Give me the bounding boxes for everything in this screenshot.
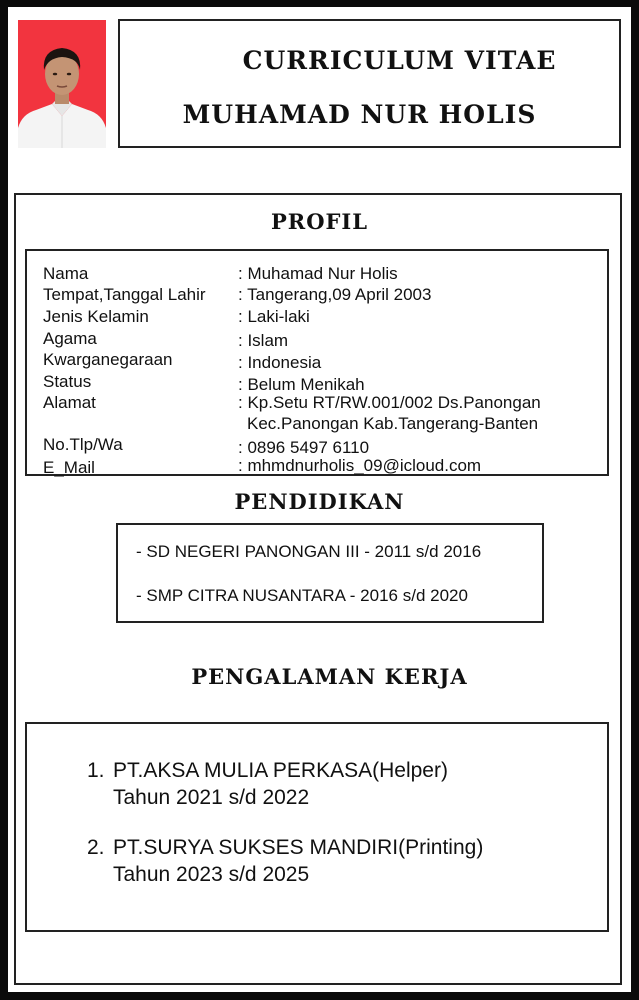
profile-label: E_Mail [43,458,95,477]
profile-heading: PROFIL [270,209,369,234]
profile-label: No.Tlp/Wa [43,435,123,454]
education-heading: PENDIDIKAN [234,489,405,514]
profile-value: : 0896 5497 6110 [238,438,370,457]
profile-photo [18,20,106,148]
experience-box [25,722,609,932]
profile-box [25,249,609,476]
experience-company: PT.AKSA MULIA PERKASA(Helper) [113,759,448,782]
profile-value-line2: Kec.Panongan Kab.Tangerang-Banten [247,414,539,433]
profile-value: : Kp.Setu RT/RW.001/002 Ds.Panongan [238,393,541,412]
person-photo-icon [18,20,106,148]
profile-value: : Laki-laki [238,307,310,326]
education-item: - SD NEGERI PANONGAN III - 2011 s/d 2016 [136,542,482,561]
education-item: - SMP CITRA NUSANTARA - 2016 s/d 2020 [136,586,468,605]
experience-number: 2. [87,836,105,859]
profile-label: Jenis Kelamin [43,307,149,326]
profile-value: : Muhamad Nur Holis [238,264,398,283]
experience-number: 1. [87,759,105,782]
experience-period: Tahun 2021 s/d 2022 [113,786,310,809]
experience-company: PT.SURYA SUKSES MANDIRI(Printing) [113,836,484,859]
profile-label: Tempat,Tanggal Lahir [43,285,206,304]
profile-label: Status [43,372,92,391]
title-box [118,19,621,148]
profile-value: : Islam [238,331,289,350]
profile-label: Agama [43,329,97,348]
experience-heading: PENGALAMAN KERJA [191,664,468,689]
profile-value: : Tangerang,09 April 2003 [238,285,432,304]
profile-label: Alamat [43,393,96,412]
education-box [116,523,544,623]
document-title: CURRICULUM VITAE [242,46,557,75]
experience-period: Tahun 2023 s/d 2025 [113,863,310,886]
profile-value: : mhmdnurholis_09@icloud.com [238,456,482,475]
profile-label: Kwarganegaraan [43,350,173,369]
person-name: MUHAMAD NUR HOLIS [182,100,537,129]
profile-label: Nama [43,264,89,283]
profile-value: : Indonesia [238,353,322,372]
profile-value: : Belum Menikah [238,375,365,394]
